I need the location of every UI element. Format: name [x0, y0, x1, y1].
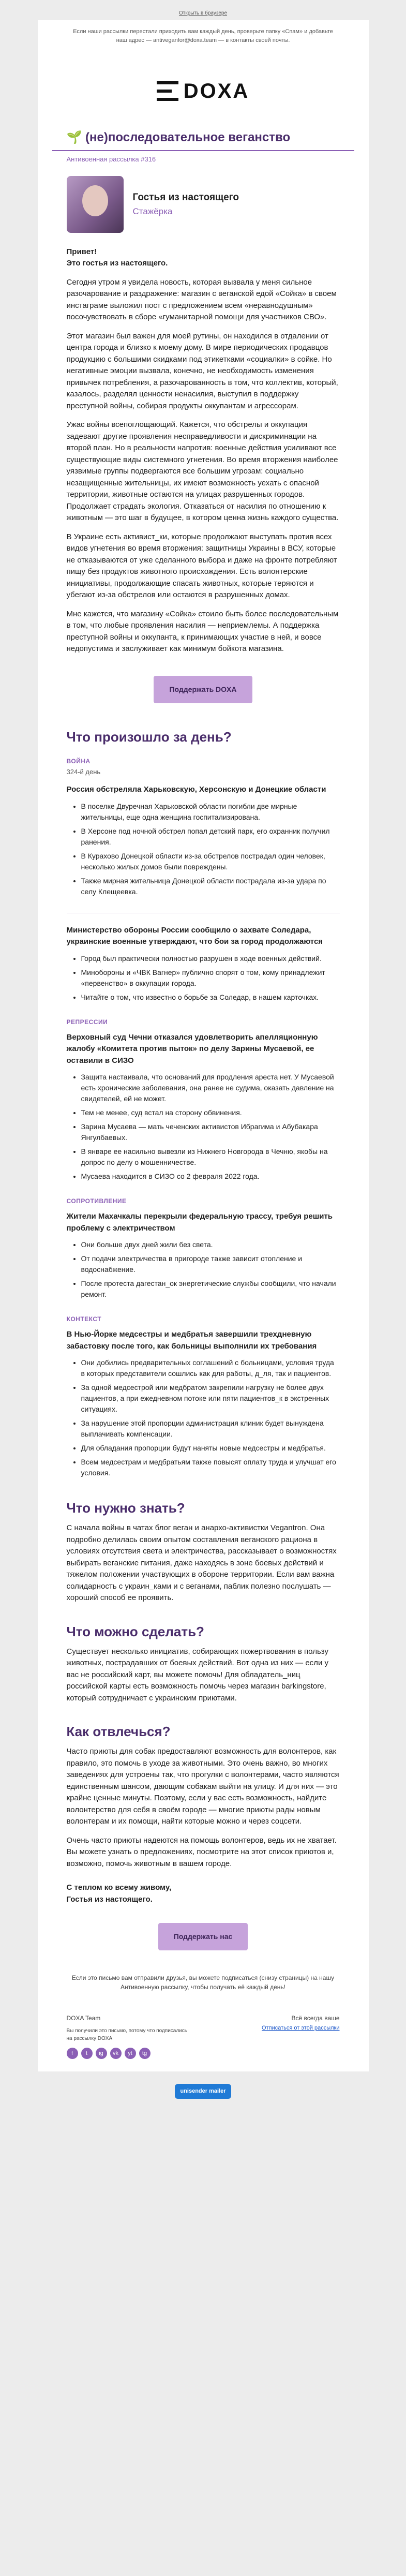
footer [38, 2004, 369, 2071]
social-links [67, 2048, 191, 2059]
intro-paragraph: Ужас войны всепоглощающий. Кажется, что обстрелы и оккупация задевают другие проявления несправедливости и дискриминации на второй план. Но в реальности напротив: военные действия усиливают все существующие виды системного угнетения. Во время вторжения наиболее уязвимые группы подвергаются все большим угрозам: социально незащищенные жительницы, их имеют возможность уехать с опасной территории, животные остаются на улицах разрушенных городов. Продолжает страдать экология. Отказаться от насилия по отношению к животным — это шаг в будущее, в котором ценна жизнь каждого существа. [66, 420, 339, 522]
list-item: • Для обладания пропорции будут наняты новые медсестры и медбратья. [81, 1443, 340, 1454]
mailer-badge[interactable]: unisender mailer [175, 2084, 231, 2099]
footer-address: Всё всегда ваше [291, 2015, 340, 2022]
list-item: • За одной медсестрой или медбратом закрепили нагрузку не более двух пациентов, а при ежедневном потоке или пяти пациентов_к в экстренных ситуациях. [81, 1382, 340, 1415]
intro-paragraph: Этот магазин был важен для моей рутины, он находился в отдалении от центра города и близко к моему дому. В мире периодических продавцов продукцию с большими скидками под этикетками «социалки» в сойке. Но негативные эмоции вызвала, конечно, не необходимость изменения привычек потребления, а разочарованность в том, что коллектив, который, казалось, разделял ценности ненасилия, выступил в поддержку преступной войны, собирая продукты оккупантам и агрессорам. [66, 331, 338, 410]
subscribe-note: Если это письмо вам отправили друзья, вы можете подписаться (снизу страницы) на нашу Антивоенную рассылку, чтобы получать её каждый день! [71, 1974, 335, 1991]
distract-paragraph: Очень часто приюты надеются на помощь волонтеров, ведь их не хватает. Вы можете узнать о предложениях, посмотрите на этот список приютов и, возможно, помочь животным в вашем городе. [66, 1835, 337, 1868]
open-in-browser-link[interactable]: Открыть в браузере [178, 10, 228, 16]
list-item: • Они добились предварительных соглашений с больницами, условия труда в которых представители сошлись как для работы, д_ля, так и пациентов. [81, 1357, 340, 1379]
list-item: • Всем медсестрам и медбратьям также повысят оплату труда и улучшат его условия. [81, 1457, 340, 1478]
instagram-icon[interactable]: ig [96, 2048, 107, 2059]
list-item: • Минобороны и «ЧВК Вагнер» публично спорят о том, кому принадлежит «первенство» в оккупации города. [81, 967, 340, 989]
author-name: Гостья из настоящего [132, 191, 239, 203]
distract-heading: Как отвлечься? [66, 1724, 171, 1739]
news-story: Жители Махачкалы перекрыли федеральную трассу, требуя решить проблему с электричеством • Они больше двух дней жили без света. • От подачи электричества в пригороде также зависит отопление и водоснабжение. • После протеста дагестан_ок энергетические службы сообщили, что начали ремонт. [38, 1206, 369, 1309]
list-item: • Мусаева находится в СИЗО со 2 февраля 2022 года. [81, 1171, 340, 1182]
resistance-tag: СОПРОТИВЛЕНИЕ [66, 1197, 127, 1205]
news-story: Россия обстреляла Харьковскую, Херсонскую и Донецкие области • В поселке Двуречная Харьковской области погибли две мирные жительницы, еще одна женщина госпитализирована. • В Херсоне под ночной обстрел попал детский парк, его охранник получил ранения. • В Курахово Донецкой области из-за обстрелов пострадал один человек, несколько жилых домов были повреждены. • Также мирная жительница Донецкой области пострадала из-за удара по селу Клещеевка. [38, 779, 369, 907]
issue-title: 🌱 (не)последовательное веганство [52, 128, 354, 151]
list-item: • Тем не менее, суд встал на сторону обвинения. [81, 1107, 340, 1118]
facebook-icon[interactable]: f [67, 2048, 78, 2059]
list-item: • Также мирная жительница Донецкой области пострадала из-за удара по селу Клещеевка. [81, 876, 340, 897]
support-button[interactable]: Поддержать нас [158, 1923, 248, 1950]
list-item: • В поселке Двуречная Харьковской области погибли две мирные жительницы, еще одна женщина госпитализирована. [81, 801, 340, 823]
list-item: • В Курахово Донецкой области из-за обстрелов пострадал один человек, несколько жилых домов были повреждены. [81, 851, 340, 872]
need-know-heading: Что нужно знать? [66, 1500, 185, 1516]
can-do-heading: Что можно сделать? [66, 1623, 204, 1639]
greeting: Привет! Это гостья из настоящего. [66, 247, 168, 268]
list-item: • В Херсоне под ночной обстрел попал детский парк, его охранник получил ранения. [81, 826, 340, 848]
intro [38, 246, 369, 655]
list-item: • В январе ее насильно вывезли из Нижнего Новгорода в Чечню, якобы на допрос по делу о мошенничестве. [81, 1146, 340, 1168]
list-item: • Город был практически полностью разрушен в ходе военных действий. [81, 953, 340, 964]
list-item: • За нарушение этой пропорции администрация клиник будет вынуждена выплачивать компенсации. [81, 1418, 340, 1440]
author-block [38, 165, 369, 246]
donate-button[interactable]: Поддержать DOXA [154, 676, 252, 703]
avatar [67, 176, 124, 233]
can-do-paragraph: Существует несколько инициатив, собирающих пожертвования в пользу животных, пострадавших от боевых действий. Вот одна из них — если у вас не российский карт, вы можете помочь! Для обладатель_ниц российской карты есть возможность помочь через магазин barkingstore, который сотрудничает с украинским приютами. [66, 1647, 328, 1702]
author-role: Стажёрка [132, 206, 173, 216]
list-item: • После протеста дагестан_ок энергетические службы сообщили, что начали ремонт. [81, 1278, 340, 1300]
war-date: 324-й день [66, 767, 101, 776]
header [38, 50, 369, 128]
war-tag: ВОЙНА [66, 757, 91, 765]
news-story: Министерство обороны России сообщило о захвате Соледара, украинские военные утверждают, что бои за город продолжаются • Город был практически полностью разрушен в ходе военных действий. • Минобороны и «ЧВК Вагнер» публично спорят о том, кому принадлежит «первенство» в оккупации города. • Читайте о том, что известно о борьбе за Соледар, в нашем карточках. [38, 920, 369, 1012]
email-body [38, 20, 369, 2071]
need-know-paragraph: С начала войны в чатах блог веган и анархо-активистки Vegantron. Она подробно делилась своим опытом составления веганского рациона в условиях отсутствия света и электричества, рассказывает о возможностях выбирать веганские питания, даже находясь в зоне боевых действий и тяжелом положении участвующих в обороне территории. Если вам важна солидарность с украин_ками и с веганами, паблик полезно послушать — хороший способ ее проявить. [66, 1523, 337, 1602]
list-item: • От подачи электричества в пригороде также зависит отопление и водоснабжение. [81, 1253, 340, 1275]
top-bar [0, 0, 406, 20]
youtube-icon[interactable]: yt [125, 2048, 136, 2059]
what-happened-heading: Что произошло за день? [66, 729, 232, 745]
twitter-icon[interactable]: t [81, 2048, 93, 2059]
team-name: DOXA Team [66, 2015, 101, 2022]
distract-paragraph: Часто приюты для собак предоставляют возможность для волонтеров, как правило, это помочь в уходе за животными. Это очень важно, во многих заведениях для устроены так, что прогулки с волонтерами, часто являются единственным шансом, дающим собакам выйти на улицу. И для них — это крайне ценные минуты. Поэтому, если у вас есть возможность, найдите волонтерство для себя в своём городе — многие приюты рады новым волонтерам и их помощи, найти которые можно и через соцсети. [66, 1747, 339, 1826]
logo-mark-icon [157, 81, 178, 101]
list-item: • Они больше двух дней жили без света. [81, 1239, 340, 1250]
telegram-icon[interactable]: tg [139, 2048, 151, 2059]
doxa-logo[interactable]: DOXA [157, 76, 250, 107]
intro-paragraph: Сегодня утром я увидела новость, которая вызвала у меня сильное разочарование и раздражение: магазин с веганской едой «Сойка» в своем инстаграме выложил пост с предложением всем «неравнодушным» посочувствовать в сборе «гуманитарной помощи для участников СВО». [66, 277, 337, 321]
intro-paragraph: В Украине есть активист_ки, которые продолжают выступать против всех видов угнетения во время вторжения: защитницы Украины в ВСУ, которые не отказываются от уже сделанного выбора и даже на фронте потребляют пищу без продуктов животного происхождения. Есть волонтерские инициативы, продолжающие спасать животных, которые теряются и убегают из-за обстрелов или остаются в разрушенных домах. [66, 532, 337, 599]
vk-icon[interactable]: vk [110, 2048, 122, 2059]
context-tag: КОНТЕКСТ [66, 1315, 102, 1323]
pre-note: Если наши рассылки перестали приходить вам каждый день, проверьте папку «Спам» и добавьте наш адрес — antiveganfor@doxa.team — в контакты своей почты. [73, 28, 333, 43]
repressions-tag: РЕПРЕССИИ [66, 1018, 108, 1026]
news-story: Верховный суд Чечни отказался удовлетворить апелляционную жалобу «Комитета против пыток» по делу Зарины Мусаевой, ее оставили в СИЗО • Защита настаивала, что оснований для продления ареста нет. У Мусаевой есть хронические заболевания, она ранее не судима, оказать давление на свидетелей, ей не может. • Тем не менее, суд встал на сторону обвинения. • Зарина Мусаева — мать чеченских активистов Ибрагима и Абубакара Янгулбаевых. • В январе ее насильно вывезли из Нижнего Новгорода в Чечню, якобы на допрос по делу о мошенничестве. • Мусаева находится в СИЗО со 2 февраля 2022 года. [38, 1027, 369, 1192]
signature: С теплом ко всему живому, Гостья из настоящего. [66, 1883, 172, 1904]
list-item: • Защита настаивала, что оснований для продления ареста нет. У Мусаевой есть хронические заболевания, она ранее не судима, оказать давление на свидетелей, ей не может. [81, 1072, 340, 1104]
list-item: • Зарина Мусаева — мать чеченских активистов Ибрагима и Абубакара Янгулбаевых. [81, 1121, 340, 1143]
list-item: • Читайте о том, что известно о борьбе за Соледар, в нашем карточках. [81, 992, 340, 1003]
footer-note: Вы получили это письмо, потому что подписались на рассылку DOXA [66, 2028, 187, 2041]
news-story: В Нью-Йорке медсестры и медбратья завершили трехдневную забастовку после того, как больницы выполнили их требования • Они добились предварительных соглашений с больницами, условия труда в которых представители сошлись как для работы, д_ля, так и пациентов. • За одной медсестрой или медбратом закрепили нагрузку не более двух пациентов, а при ежедневном потоке или пяти пациентов_к в экстренных ситуациях. • За нарушение этой пропорции администрация клиник будет вынуждена выплачивать компенсации. • Для обладания пропорции будут наняты новые медсестры и медбратья. • Всем медсестрам и медбратьям также повысят оплату труда и улучшат его условия. [38, 1324, 369, 1488]
unsubscribe-link[interactable]: Отписаться от этой рассылки [262, 2025, 340, 2031]
issue-subtitle: Антивоенная рассылка #316 [66, 155, 156, 163]
intro-paragraph: Мне кажется, что магазину «Сойка» стоило быть более последовательным в том, что любые проявления насилия — неприемлемы. А поддержка преступной войны и оккупанта, к принимающих участие в ней, и вовсе недопустима и заслуживает как минимум бойкота магазина. [66, 609, 339, 653]
